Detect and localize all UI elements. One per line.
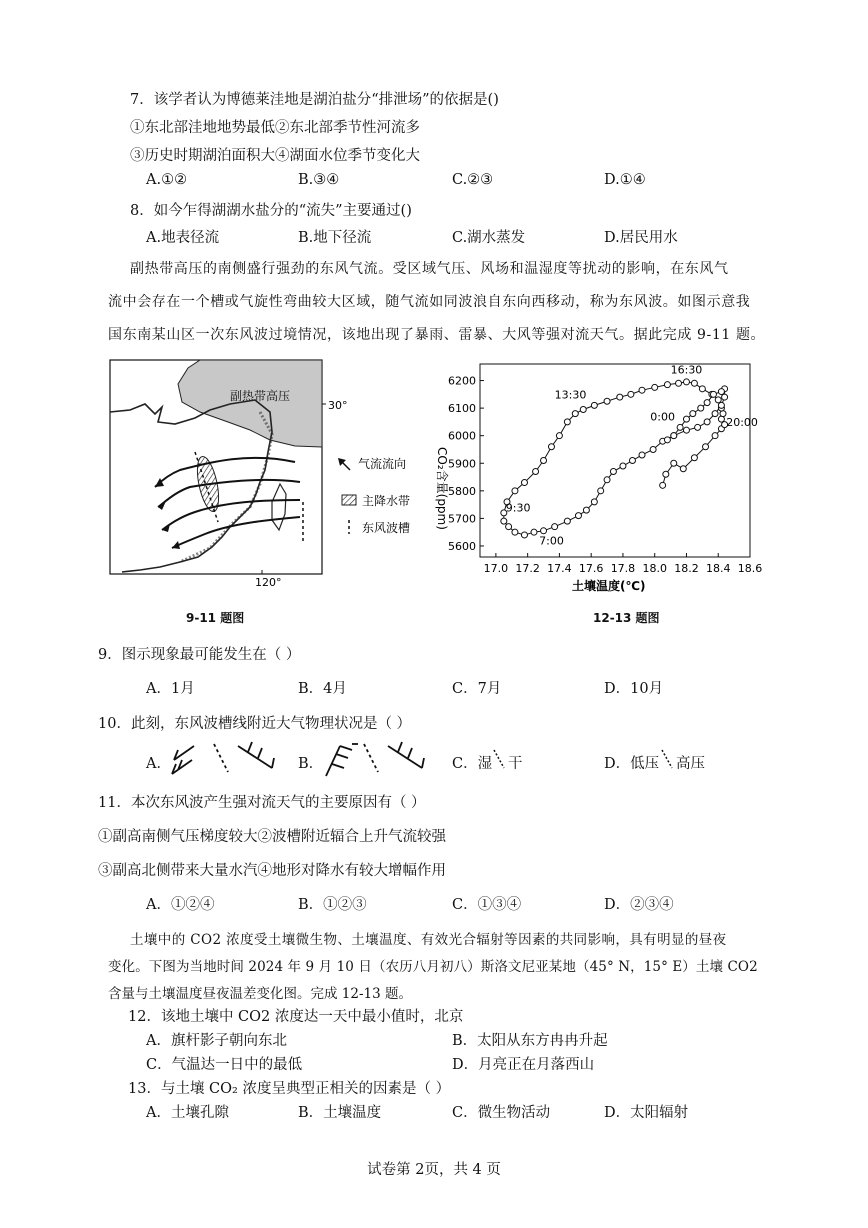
data-point [691,455,697,461]
y-tick-label: 6100 [448,402,476,416]
x-axis-label: 土壤温度(℃) [572,579,646,592]
q11-choice-d: D．②③④ [604,897,674,913]
data-point [691,380,697,386]
q7-option-line-1: ①东北部洼地地势最低②东北部季节性河流多 [130,120,420,136]
data-point [556,433,562,439]
data-point [512,488,518,494]
data-point [671,433,677,439]
q13-choice-c: C．微生物活动 [452,1105,551,1121]
q12-stem: 12．该地土壤中 CO2 浓度达一天中最小值时，北京 [128,1009,464,1025]
data-point [583,507,589,513]
data-point [683,379,689,385]
x-tick-label: 18.4 [705,562,731,575]
data-point [663,471,669,477]
y-axis-label: CO₂含量(ppm) [435,447,449,530]
data-point [506,524,512,530]
data-point [533,469,539,475]
q8-choice-c: C.湖水蒸发 [452,230,526,246]
data-point [715,397,721,403]
data-point [575,513,581,519]
data-point [598,488,604,494]
legend-rainband: 主降水带 [362,494,411,508]
data-point [628,391,634,397]
q7-choice-c: C.②③ [452,172,494,188]
q12-choice-c: C．气温达一日中的最低 [146,1057,303,1073]
data-point [617,394,623,400]
passage1-line-3: 国东南某山区一次东风波过境情况，该地出现了暴雨、雷暴、大风等强对流天气。据此完成 9-11 题。 [108,327,766,343]
x-tick-label: 17.6 [578,562,604,575]
passage1-line-2: 流中会存在一个槽或气旋性弯曲较大区域，随气流如同波浪自东向西移动，称为东风波。如图示意我 [108,294,751,310]
q7-choice-a: A.①② [146,172,188,188]
high-pressure-label: 副热带高压 [230,389,291,403]
q11-choice-a: A．①②④ [146,897,215,913]
data-point [722,394,728,400]
legend-rainband-icon [342,495,356,505]
y-tick-label: 6000 [448,429,476,443]
q7-option-line-2: ③历史时期湖泊面积大④湖面水位季节变化大 [130,148,420,164]
q13-choice-d: D．太阳辐射 [604,1105,689,1121]
q10-b-wind-barbs [318,738,430,780]
data-point [704,419,710,425]
lon-label: 120° [255,576,282,587]
q10-choice-c: C．湿 [452,756,493,772]
data-point [664,437,670,443]
x-tick-label: 18.2 [674,562,699,575]
passage2-line-1: 土壤中的 CO2 浓度受土壤微生物、土壤温度、有效光合辐射等因素的共同影响，具有明显的昼夜 [130,932,727,948]
data-point [676,380,682,386]
data-point [690,411,696,417]
q10-choice-c-dry: 干 [508,756,523,772]
data-point [652,384,658,390]
q13-stem: 13．与土壤 CO₂ 浓度呈典型正相关的因素是（ ） [128,1081,451,1097]
data-point [639,387,645,393]
data-point [704,400,710,406]
data-point [660,482,666,488]
q10-choice-d: D．低压 [604,756,660,772]
q7-choice-b: B.③④ [298,172,340,188]
data-point [680,466,686,472]
q10-choice-b: B． [298,756,324,772]
legend-airflow: 气流流向 [358,457,407,471]
data-point [639,452,645,458]
time-annotation: 0:00 [650,410,675,424]
data-point [541,528,547,534]
passage2-line-2: 变化。下图为当地时间 2024 年 9 月 10 日（农历八月初八）斯洛文尼亚某地（45° N，15° E）土壤 CO2 [108,959,758,975]
data-point [671,460,677,466]
q11-option-line-1: ①副高南侧气压梯度较大②波槽附近辐合上升气流较强 [98,829,446,845]
data-point [695,424,701,430]
data-point [591,402,597,408]
data-point [580,406,586,412]
data-point [552,524,558,530]
x-tick-label: 18.6 [737,562,763,575]
q8-stem: 8．如今乍得湖湖水盐分的“流失”主要通过() [130,203,412,219]
q12-choice-b: B．太阳从东方冉冉升起 [452,1033,608,1049]
q8-choice-a: A.地表径流 [146,230,220,246]
data-point [718,402,724,408]
passage2-line-3: 含量与土壤温度昼夜温差变化图。完成 12-13 题。 [108,986,412,1002]
q9-choice-d: D．10月 [604,681,664,697]
data-point [564,518,570,524]
co2-temperature-chart [420,352,765,592]
q11-choice-b: B．①②③ [298,897,367,913]
page-footer: 试卷第 2页，共 4 页 [367,1162,501,1178]
q12-choice-a: A．旗杆影子朝向东北 [146,1033,287,1049]
data-point [604,398,610,404]
east-wave-map [100,352,430,587]
map-caption: 9-11 题图 [186,611,245,625]
data-point [512,529,518,535]
time-annotation: 9:30 [505,501,531,515]
q8-choice-b: B.地下径流 [298,230,372,246]
q10-d-trough-icon [660,748,674,770]
time-annotation: 20:00 [726,416,758,430]
lat-label: 30° [328,399,348,412]
time-annotation: 16:30 [670,363,703,377]
data-point [620,463,626,469]
data-point [712,411,718,417]
data-point [710,391,716,397]
data-point [677,424,683,430]
data-point [664,382,670,388]
data-point [610,469,616,475]
q7-stem: 7．该学者认为博德莱洼地是湖泊盐分“排泄场”的依据是() [130,92,499,108]
time-annotation: 13:30 [554,388,587,402]
q13-choice-b: B．土壤温度 [298,1105,382,1121]
data-point [564,419,570,425]
q10-choice-d-high: 高压 [676,756,705,772]
y-tick-label: 5600 [448,539,476,553]
y-tick-label: 5700 [448,512,476,526]
data-point [521,532,527,538]
q7-choice-d: D.①④ [604,172,646,188]
data-point [699,386,705,392]
q9-choice-c: C．7月 [452,681,502,697]
data-point [521,480,527,486]
data-point [703,444,709,450]
x-tick-label: 17.0 [483,562,509,575]
data-point [683,416,689,422]
q11-choice-c: C．①③④ [452,897,522,913]
data-point [604,477,610,483]
x-tick-label: 17.4 [547,562,572,575]
q10-a-wind-barbs [168,738,280,780]
chart-caption: 12-13 题图 [593,611,660,625]
data-point [501,518,507,524]
x-tick-label: 17.2 [515,562,540,575]
data-point [531,529,537,535]
q9-stem: 9．图示现象最可能发生在（ ） [98,647,301,663]
passage1-line-1: 副热带高压的南侧盛行强劲的东风气流。受区域气压、风场和温湿度等扰动的影响，在东风气 [130,261,729,277]
q11-stem: 11．本次东风波产生强对流天气的主要原因有（ ） [98,795,426,811]
data-point [541,458,547,464]
q12-choice-d: D．月亮正在月落西山 [452,1057,595,1073]
data-point [698,405,704,411]
legend-trough: 东风波槽 [362,521,411,535]
q9-choice-b: B．4月 [298,681,347,697]
q8-choice-d: D.居民用水 [604,230,678,246]
y-tick-label: 5900 [448,457,476,471]
time-annotation: 7:00 [539,534,564,548]
data-point [683,427,689,433]
x-tick-label: 18.0 [642,562,667,575]
q9-choice-a: A．1月 [146,681,195,697]
y-tick-label: 6200 [448,374,476,388]
q10-stem: 10．此刻，东风波槽线附近大气物理状况是（ ） [98,716,412,732]
q10-choice-a: A． [146,756,171,772]
q11-option-line-2: ③副高北侧带来大量水汽④地形对降水有较大增幅作用 [98,863,446,879]
data-point [718,389,724,395]
q13-choice-a: A．土壤孔隙 [146,1105,229,1121]
y-tick-label: 5800 [448,484,476,498]
data-point [712,433,718,439]
data-point [629,458,635,464]
data-point [591,499,597,505]
data-point [650,446,656,452]
x-tick-label: 17.8 [610,562,636,575]
data-point [572,411,578,417]
data-point [548,444,554,450]
q10-c-trough-icon [492,748,506,770]
